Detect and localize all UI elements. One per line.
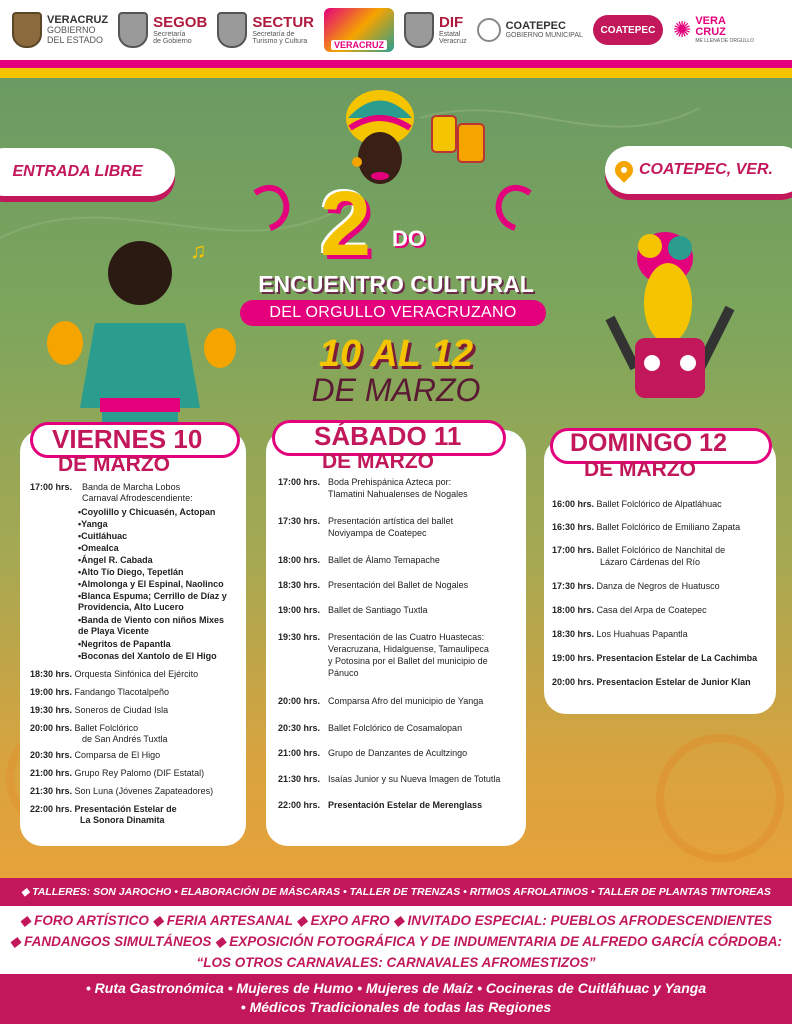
event-text: y Potosina por el Ballet del municipio de bbox=[328, 656, 488, 666]
event-text: Ballet Folclórico de Alpatláhuac bbox=[596, 499, 722, 509]
gastronomy-line: • Ruta Gastronómica • Mujeres de Humo • Mujeres de Maíz • Cocineras de Cuitláhuac y Yanga bbox=[85, 980, 707, 996]
day-title: SÁBADO 11 bbox=[314, 421, 462, 451]
event-row bbox=[30, 687, 169, 698]
gastronomy-line: • Médicos Tradicionales de todas las Regiones bbox=[240, 999, 552, 1015]
event-time: 18:30 hrs. bbox=[30, 669, 73, 679]
event-subtitle: DEL ORGULLO VERACRUZANO bbox=[240, 300, 546, 326]
event-time: 17:00 hrs. bbox=[30, 482, 73, 492]
event-time: 21:30 hrs. bbox=[30, 786, 73, 796]
event-row bbox=[30, 705, 168, 716]
list-item: •Blanca Espuma; Cerrillo de Díaz y bbox=[78, 591, 227, 601]
event-time: 19:30 hrs. bbox=[278, 632, 321, 642]
event-text: Tlamatini Nahualenses de Nogales bbox=[328, 489, 468, 499]
event-time: 19:30 hrs. bbox=[30, 705, 73, 715]
event-row bbox=[278, 632, 320, 643]
event-time: 18:00 hrs. bbox=[278, 555, 321, 565]
location-badge bbox=[605, 146, 792, 194]
event-text: Ballet Folclórico bbox=[74, 723, 139, 733]
event-row bbox=[30, 669, 198, 680]
event-time: 21:30 hrs. bbox=[278, 774, 321, 784]
list-item: •Negritos de Papantla bbox=[78, 639, 171, 649]
list-item: •Cuitláhuac bbox=[78, 531, 128, 541]
day-subtitle: DE MARZO bbox=[58, 453, 170, 476]
logo-text: Secretaría bbox=[153, 30, 186, 38]
event-text: La Sonora Dinamita bbox=[80, 815, 165, 825]
logo-segob bbox=[118, 6, 207, 54]
event-time: 18:00 hrs. bbox=[552, 605, 595, 615]
event-time: 20:00 hrs. bbox=[30, 723, 73, 733]
event-text: Presentación Estelar de Merenglass bbox=[328, 800, 483, 810]
event-row bbox=[552, 653, 757, 664]
event-time: 16:00 hrs. bbox=[552, 499, 595, 509]
list-item: •Boconas del Xantolo de El Higo bbox=[78, 651, 217, 661]
event-text: Lázaro Cárdenas del Río bbox=[600, 557, 701, 567]
event-text: Noviyampa de Coatepec bbox=[328, 528, 427, 538]
event-text: Son Luna (Jóvenes Zapateadores) bbox=[74, 786, 214, 796]
list-item: •Alto Tío Diego, Tepetlán bbox=[78, 567, 184, 577]
event-text: Boda Prehispánica Azteca por: bbox=[328, 477, 452, 487]
logo-dif bbox=[404, 6, 467, 54]
event-time: 17:30 hrs. bbox=[552, 581, 595, 591]
list-item: •Coyolillo y Chicuasén, Actopan bbox=[78, 507, 216, 517]
event-row bbox=[30, 768, 204, 779]
day-subtitle: DE MARZO bbox=[322, 450, 434, 473]
logo-text: SEGOB bbox=[153, 13, 208, 31]
list-item: •Banda de Viento con niños Mixes bbox=[78, 615, 225, 625]
logo-text: VERACRUZ bbox=[47, 13, 109, 26]
workshops-bar: ◆ TALLERES: SON JAROCHO • ELABORACIÓN DE MÁSCARAS • TALLER DE TRENZAS • RITMOS AFROLATINOS • TALLER DE PLANTAS TINTOREAS bbox=[0, 878, 792, 906]
event-dates: 10 AL 12 bbox=[318, 333, 474, 375]
divider-stripe-yellow bbox=[0, 68, 792, 78]
event-time: 22:00 hrs. bbox=[278, 800, 321, 810]
event-row bbox=[278, 580, 320, 591]
list-item: •Ángel R. Cabada bbox=[78, 555, 153, 565]
event-time: 20:30 hrs. bbox=[278, 723, 321, 733]
logo-text: Turismo y Cultura bbox=[252, 37, 308, 45]
event-row bbox=[278, 516, 320, 527]
event-text: Presentación artística del ballet bbox=[328, 516, 454, 526]
free-entry-badge: ENTRADA LIBRE bbox=[0, 148, 175, 196]
list-item: de Playa Vicente bbox=[78, 626, 149, 636]
logo-text: de Gobierno bbox=[153, 37, 192, 45]
activities-line: ◆ FANDANGOS SIMULTÁNEOS ◆ EXPOSICIÓN FOTOGRÁFICA Y DE INDUMENTARIA DE ALFREDO GARCÍA CÓRDOBA: bbox=[9, 934, 783, 949]
day-title: VIERNES 10 bbox=[52, 424, 203, 454]
logo-sectur bbox=[217, 6, 314, 54]
event-text: Ballet de Santiago Tuxtla bbox=[328, 605, 428, 615]
event-row bbox=[30, 723, 138, 734]
coat-of-arms-icon bbox=[118, 12, 148, 48]
event-time: 20:00 hrs. bbox=[278, 696, 321, 706]
event-time: 21:00 hrs. bbox=[30, 768, 73, 778]
logo-text: Estatal bbox=[438, 30, 461, 38]
coat-of-arms-icon bbox=[404, 12, 434, 48]
event-row bbox=[30, 482, 72, 493]
list-item: •Omealca bbox=[78, 543, 119, 553]
event-row bbox=[278, 477, 320, 488]
logo-text: Veracruz bbox=[438, 37, 467, 45]
event-row bbox=[552, 581, 720, 592]
event-row bbox=[278, 748, 320, 759]
event-text: Banda de Marcha Lobos bbox=[82, 482, 181, 492]
event-row bbox=[278, 800, 320, 811]
event-text: Comparsa Afro del municipio de Yanga bbox=[328, 696, 484, 706]
event-text: Carnaval Afrodescendiente: bbox=[82, 493, 193, 503]
event-time: 21:00 hrs. bbox=[278, 748, 321, 758]
poster-main bbox=[0, 78, 792, 878]
event-text: de San Andrés Tuxtla bbox=[82, 734, 168, 744]
header-logos bbox=[0, 0, 792, 60]
event-text: Grupo Rey Palomo (DIF Estatal) bbox=[74, 768, 205, 778]
event-time: 19:00 hrs. bbox=[552, 653, 595, 663]
location-pin-icon bbox=[611, 157, 636, 182]
event-text: Comparsa de El Higo bbox=[74, 750, 161, 760]
event-time: 18:30 hrs. bbox=[278, 580, 321, 590]
logo-text: ME LLENA DE ORGULLO bbox=[695, 37, 754, 44]
event-text: Presentacion Estelar de La Cachimba bbox=[596, 653, 758, 663]
logo-veracruz-brand bbox=[324, 8, 394, 52]
divider-stripe-magenta bbox=[0, 60, 792, 68]
event-row bbox=[278, 555, 320, 566]
logo-text: GOBIERNO MUNICIPAL bbox=[505, 32, 583, 40]
event-month: DE MARZO bbox=[311, 372, 481, 408]
event-time: 17:30 hrs. bbox=[278, 516, 321, 526]
logo-text: DEL ESTADO bbox=[47, 34, 104, 45]
event-row bbox=[278, 696, 320, 707]
edition-number: 2 bbox=[320, 173, 372, 275]
event-row bbox=[278, 605, 320, 616]
logo-coatepec-municipal bbox=[477, 6, 583, 54]
location-text: COATEPEC, VER. bbox=[639, 161, 773, 178]
event-time: 17:00 hrs. bbox=[552, 545, 595, 555]
event-row bbox=[278, 723, 320, 734]
drums-icon bbox=[430, 106, 490, 166]
logo-coatepec-badge: COATEPEC bbox=[593, 15, 663, 45]
logo-text: VERA bbox=[695, 14, 726, 27]
event-time: 22:00 hrs. bbox=[30, 804, 73, 814]
coat-of-arms-icon bbox=[12, 12, 42, 48]
event-text: Ballet de Álamo Temapache bbox=[328, 555, 440, 565]
list-item: •Almolonga y El Espinal, Naolinco bbox=[78, 579, 224, 589]
event-text: Casa del Arpa de Coatepec bbox=[596, 605, 707, 615]
event-row bbox=[278, 774, 320, 785]
event-text: Presentación del Ballet de Nogales bbox=[328, 580, 469, 590]
event-time: 19:00 hrs. bbox=[278, 605, 321, 615]
logo-text: Secretaría de bbox=[252, 30, 295, 38]
logo-text: VERACRUZ bbox=[331, 40, 387, 50]
event-text: Soneros de Ciudad Isla bbox=[74, 705, 169, 715]
logo-veracruz-orgullo bbox=[673, 6, 754, 54]
logo-text: SECTUR bbox=[252, 13, 314, 31]
event-text: Orquesta Sinfónica del Ejército bbox=[74, 669, 199, 679]
svg-text:♫: ♫ bbox=[190, 238, 207, 263]
event-row bbox=[30, 786, 213, 797]
event-row bbox=[552, 677, 751, 688]
event-text: Los Huahuas Papantla bbox=[596, 629, 688, 639]
event-text: Veracruzana, Hidalguense, Tamaulipeca bbox=[328, 644, 489, 654]
coat-of-arms-icon bbox=[217, 12, 247, 48]
event-time: 20:00 hrs. bbox=[552, 677, 595, 687]
event-text: Ballet Folclórico de Emiliano Zapata bbox=[596, 522, 741, 532]
event-text: Pánuco bbox=[328, 668, 359, 678]
event-time: 19:00 hrs. bbox=[30, 687, 73, 697]
seal-icon bbox=[477, 18, 501, 42]
event-row bbox=[552, 545, 725, 556]
event-row bbox=[30, 750, 160, 761]
event-text: Isaías Junior y su Nueva Imagen de Totutla bbox=[328, 774, 501, 784]
logo-veracruz-gobierno bbox=[12, 6, 108, 54]
event-text: Presentacion Estelar de Junior Klan bbox=[596, 677, 751, 687]
event-row bbox=[552, 605, 707, 616]
list-item: Providencia, Alto Lucero bbox=[78, 602, 184, 612]
event-text: Danza de Negros de Huatusco bbox=[596, 581, 720, 591]
event-row bbox=[552, 629, 688, 640]
list-item: •Yanga bbox=[78, 519, 108, 529]
edition-suffix: DO bbox=[392, 226, 425, 251]
event-text: Ballet Folclórico de Nanchital de bbox=[596, 545, 726, 555]
event-time: 18:30 hrs. bbox=[552, 629, 595, 639]
logo-text: CRUZ bbox=[695, 26, 726, 39]
event-row bbox=[552, 522, 740, 533]
activities-line: ◆ FORO ARTÍSTICO ◆ FERIA ARTESANAL ◆ EXPO AFRO ◆ INVITADO ESPECIAL: PUEBLOS AFRODESCENDIENTES bbox=[19, 913, 773, 928]
day-title: DOMINGO 12 bbox=[570, 429, 727, 457]
event-text: Presentación de las Cuatro Huastecas: bbox=[328, 632, 485, 642]
day-subtitle: DE MARZO bbox=[584, 458, 696, 481]
event-time: 20:30 hrs. bbox=[30, 750, 73, 760]
event-text: Ballet Folclórico de Cosamalopan bbox=[328, 723, 463, 733]
event-text: Fandango Tlacotalpeño bbox=[74, 687, 169, 697]
logo-text: COATEPEC bbox=[505, 19, 566, 32]
event-title: ENCUENTRO CULTURAL bbox=[258, 271, 534, 297]
logo-text: GOBIERNO bbox=[47, 25, 96, 36]
event-time: 17:00 hrs. bbox=[278, 477, 321, 487]
event-row bbox=[552, 499, 722, 510]
event-time: 16:30 hrs. bbox=[552, 522, 595, 532]
event-row bbox=[30, 804, 177, 815]
activities-line: “LOS OTROS CARNAVALES: CARNAVALES AFROMESTIZOS” bbox=[196, 955, 596, 970]
star-icon: ✺ bbox=[672, 17, 692, 42]
event-text: Grupo de Danzantes de Acultzingo bbox=[328, 748, 468, 758]
event-text: Presentación Estelar de bbox=[74, 804, 177, 814]
logo-text: DIF bbox=[438, 13, 464, 31]
